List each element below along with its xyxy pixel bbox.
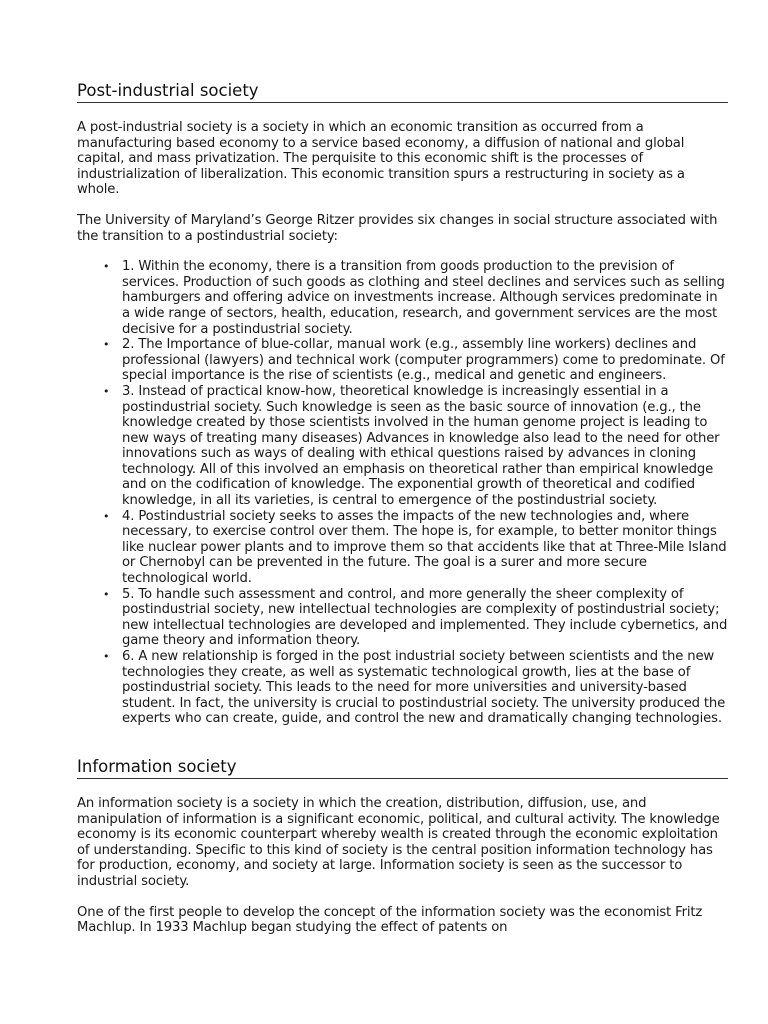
section-post-industrial-society xyxy=(77,80,728,727)
bullet-icon: • xyxy=(103,587,110,601)
list-item xyxy=(103,508,728,587)
list-item-text: 5. To handle such assessment and control, and more generally the sheer complexity of postindustrial society, new intellectual technologies are complexity of postindustrial society; new intellectual technologies are developed and implemented. They include cybernetics, and game theory and information theory. xyxy=(122,586,728,649)
list-item-text: 1. Within the economy, there is a transition from goods production to the prevision of services. Production of such goods as clothing and steel declines and services such as selling hamburgers and offering advice on investments increase. Although services predominate in a wide range of sectors, health, education, research, and government services are the most decisive for a postindustrial society. xyxy=(122,259,725,337)
bullet-icon: • xyxy=(103,650,110,663)
list-item xyxy=(103,383,728,509)
document-page xyxy=(77,80,728,936)
bullet-icon: • xyxy=(103,338,110,352)
bullet-icon: • xyxy=(103,509,110,523)
paragraph: The University of Maryland’s George Ritzer provides six changes in social structure associated with the transition to a postindustrial society: xyxy=(77,212,718,244)
list-item-text: 4. Postindustrial society seeks to asses the impacts of the new technologies and, where necessary, to exercise control over them. The hope is, for example, to better monitor things like nuclear power plants and to improve them so that accidents like that at Three-Mile Island or Chernobyl can be prevented in the future. The goal is a surer and more secure technological world. xyxy=(122,508,727,587)
paragraph: An information society is a society in which the creation, distribution, diffusion, use, and manipulation of information is a significant economic, political, and cultural activity. The knowledge economy is its economic counterpart whereby wealth is created through the economic exploitation of understanding. Specific to this kind of society is the central position information technology has for production, economy, and society at large. Information society is seen as the successor to industrial society. xyxy=(77,795,720,889)
list-item xyxy=(103,649,728,727)
list-item-text: 6. A new relationship is forged in the post industrial society between scientists and the new technologies they create, as well as systematic technological growth, lies at the base of postindustrial society. This leads to the need for more universities and university-based student. In fact, the university is crucial to postindustrial society. The university produced the experts who can create, guide, and control the new and dramatically changing technologies. xyxy=(122,649,726,727)
bullet-icon: • xyxy=(103,384,110,398)
list-item xyxy=(103,337,728,384)
section-heading: Information society xyxy=(77,756,728,779)
section-heading: Post-industrial society xyxy=(77,80,728,103)
list-item-text: 3. Instead of practical know-how, theoretical knowledge is increasingly essential in a postindustrial society. Such knowledge is seen as the basic source of innovation (e.g., the knowledge created by those scientists involved in the human genome project is leading to new ways of treating many diseases) Advances in knowledge also lead to the need for other innovations such as ways of dealing with ethical questions raised by advances in cloning technology. All of this involved an emphasis on theoretical rather than empirical knowledge and on the codification of knowledge. The exponential growth of theoretical and codified knowledge, in all its varieties, is central to emergence of the postindustrial society. xyxy=(122,383,720,509)
bullet-icon: • xyxy=(103,260,110,274)
list-item-text: 2. The Importance of blue-collar, manual work (e.g., assembly line workers) declines and professional (lawyers) and technical work (computer programmers) come to predominate. Of special importance is the rise of scientists (e.g., medical and genetic and engineers. xyxy=(122,337,725,384)
list-item xyxy=(103,259,728,337)
bullet-list xyxy=(77,259,728,727)
paragraph: A post-industrial society is a society in which an economic transition as occurred from a manufacturing based economy to a service based economy, a diffusion of national and global capital, and mass privatization. The perquisite to this economic shift is the processes of industrialization of liberalization. This economic transition spurs a restructuring in society as a whole. xyxy=(77,120,685,198)
list-item xyxy=(103,586,728,649)
paragraph: One of the first people to develop the concept of the information society was the economist Fritz Machlup. In 1933 Machlup began studying the effect of patents on xyxy=(77,904,703,936)
section-information-society xyxy=(77,756,728,936)
